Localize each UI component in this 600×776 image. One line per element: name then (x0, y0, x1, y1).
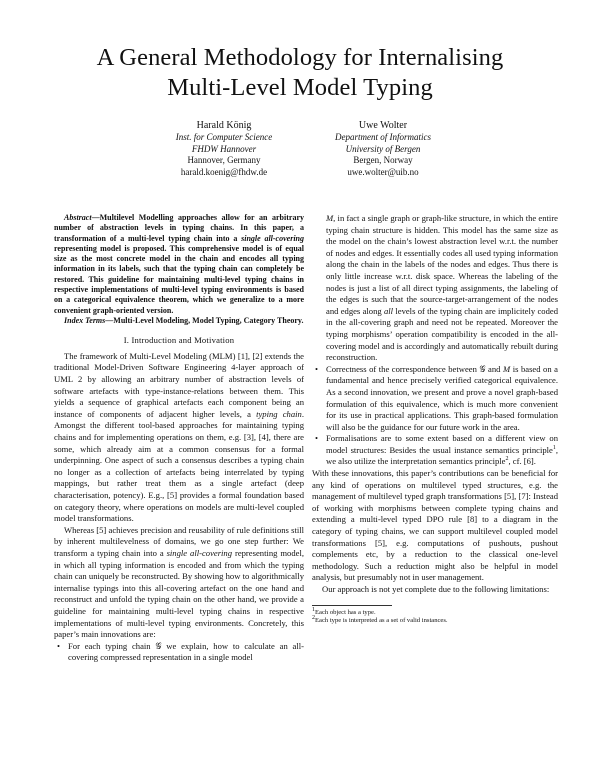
section-heading: I. Introduction and Motivation (123, 335, 235, 346)
author-org: University of Bergen (345, 143, 421, 154)
footnote-2: $^2$Each type is interpreted as a set of valid instances. (312, 614, 448, 624)
footnote-divider (312, 605, 392, 606)
list-item: • Correctness of the correspondence between 𝒢 and M is based on a fundamental and hence precisely verified categorical equivalence. As a second innovation, we present and prove a novel graph-based formulation of this equivalence, which is much more convenient for its use in practical applications. This graph-based formulation will also be the guidance for our future work in the area. (315, 363, 558, 432)
paragraph: The framework of Multi-Level Modeling (MLM) [1], [2] extends the traditional Model-Driven Software Engineering 4-layer approach of UML 2 by allowing an arbitrary number of abstraction levels of software artefacts with type-instance-relations between them. This yields a sequence of graphical artefacts each component being an instance of components of adjacent higher levels, a typing chain. Amongst the different tool-based approaches for maintaining typing chains and for implementing operations on them, e.g. [3], [4], there are some, which already aim at a common consensus for a formal underpinning. One aspect of such a consensus describes a typing chain no longer as a collection of artefacts being interrelated by typing mappings, but rather treat them as a single artefact (deep characterisation, potency). E.g., [5] provides a formal foundation based on category theory, where operations on models are multi-level coupled model transformations. (54, 350, 304, 524)
index-terms: Index Terms—Multi-Level Modeling, Model Typing, Category Theory. (64, 315, 304, 325)
author-location: Bergen, Norway (353, 155, 413, 166)
author-org: FHDW Hannover (191, 143, 257, 154)
title-line-2: Multi-Level Model Typing (167, 74, 433, 101)
right-column (312, 213, 558, 625)
author-block-2 (283, 119, 483, 178)
paragraph: Whereas [5] achieves precision and reusability of rule definitions still by inherent multilevelness of domains, we go one step further: We transform a typing chain into a single all-covering representing model, in which all typing information is encoded and from which the typing chain can uniquely be reconstructed. By showing how to algorithmically internalise typings into this all-covering artefact on the one hand and reconstruct and unfold the typing chain on the other hand, we provide a guideline for maintaining multi-level typing chains in respective implementations of multi-level typing environments. Concretely, this paper’s main innovations are: (54, 524, 304, 640)
paragraph: With these innovations, this paper’s contributions can be beneficial for any kind of operations on multilevel typed structures, e.g. the management of multilevel typed graph transformations [5], [7]: Instead of working with morphisms between complete typing chains and extending a multi-level typed DPO rule [8] to a diagram in the category of typing chains, we can support multilevel coupled model transformations [5], e.g. computations of pushouts, pushout complements etc, by a reduction to the classical one-level methodology. Such a reduction might also be helpful in model analysis, but presumably not in user management. (312, 468, 558, 583)
author-email: harald.koenig@fhdw.de (180, 166, 268, 177)
paper-title (40, 43, 560, 103)
author-name: Uwe Wolter (358, 120, 408, 131)
innovation-list (54, 641, 304, 664)
abstract-label: Abstract (64, 213, 92, 222)
paragraph: Our approach is not yet complete due to the following limitations: (322, 584, 550, 594)
title-line-1: A General Methodology for Internalising (96, 44, 504, 71)
author-dept: Department of Informatics (335, 132, 431, 142)
footnote-ref: 1 (552, 445, 556, 452)
author-name: Harald König (196, 120, 252, 131)
footnote-ref: 2 (505, 456, 509, 463)
list-item: • Formalisations are to some extent based on a different view on model structures: Besides the usual instance semantics principle$^1$, we also utilize the interpretation semantics principle$^2$, cf. [6]. (315, 433, 558, 467)
index-terms-label: Index Terms (64, 315, 106, 325)
list-item: M, in fact a single graph or graph-like structure, in which the entire typing chain structure is hidden. This model has the same size as the model on the chain’s lowest abstraction level w.r.t. the number of nodes and edges. It essentially codes all used typing information along the chain in the labels of the nodes and edges. Thus there is only little increase w.r.t. disk space. Whereas the labeling of the nodes is just a list of all direct typing assignments, the labeling of the edges is such that the source-target-arrangement of the nodes and edges along all levels of the typing chain are implicitely coded in the all-covering graph and need not be repeated. Moreover the typing morphisms’ operation compatibility is encoded in the all-covering model and is accordingly and automatically rebuilt during reconstruction. (326, 213, 558, 363)
left-column (54, 213, 304, 664)
innovation-list-continued (312, 213, 558, 468)
bullet-icon: • (315, 433, 319, 444)
bullet-icon: • (57, 640, 61, 651)
author-email: uwe.wolter@uib.no (347, 166, 419, 177)
footnote-1: $^1$Each object has a type. (312, 606, 376, 616)
author-location: Hannover, Germany (187, 155, 261, 166)
abstract: Abstract—Multilevel Modelling approaches allow for an arbitrary number of abstraction levels in typing chains. In this paper, a transformation of a multi-level typing chain into a single all-covering representing model is proposed. This comprehensive model is of equal size as the most concrete model in the chain and encodes all typing information in its labels, such that the typing chain can completely be restored. This guideline for maintaining multi-level typing chains in respective implementations of multi-level typing environments is based on a categorical equivalence theorem, which we generalize to a more convenient graph-oriented version. (54, 213, 304, 315)
list-item: • For each typing chain 𝒢 we explain, how to calculate an all-covering compressed representation in a single model (57, 640, 304, 663)
author-dept: Inst. for Computer Science (175, 132, 273, 142)
bullet-icon: • (315, 363, 319, 374)
